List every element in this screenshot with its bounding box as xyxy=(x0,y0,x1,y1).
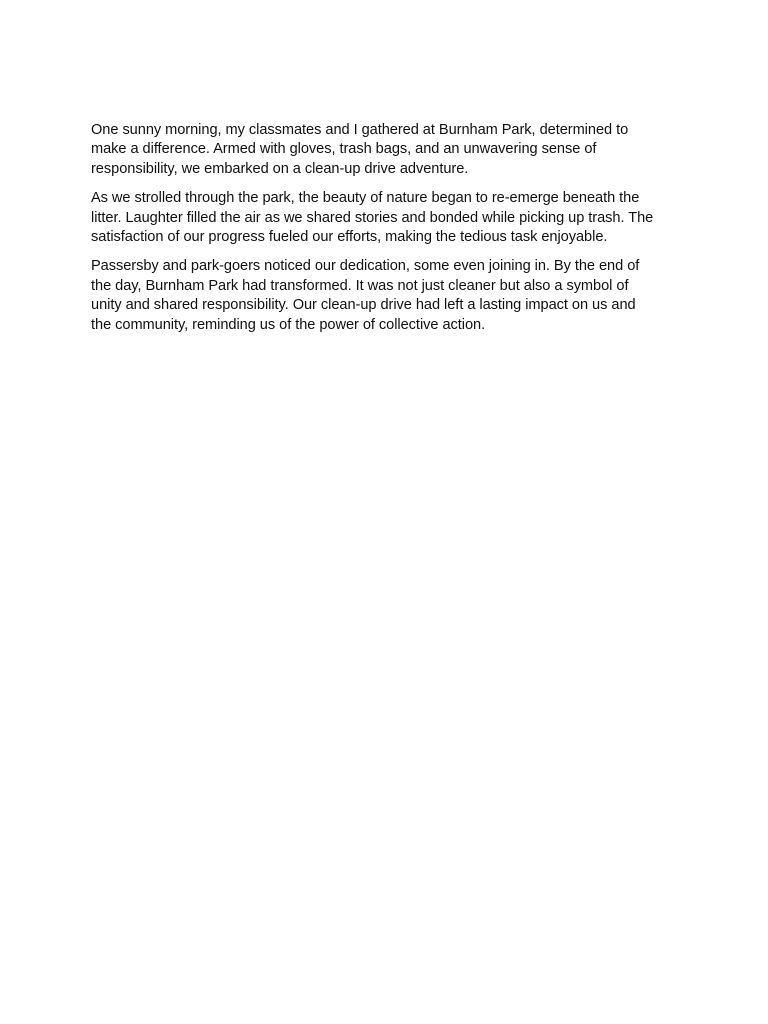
paragraph-line: As we strolled through the park, the beauty of nature began to re-emerge beneath the xyxy=(91,190,640,207)
paragraph-1 xyxy=(91,121,691,179)
paragraph-line: satisfaction of our progress fueled our efforts, making the tedious task enjoyable. xyxy=(91,229,608,246)
paragraph-3 xyxy=(91,257,691,335)
paragraph-line: responsibility, we embarked on a clean-up drive adventure. xyxy=(91,160,469,177)
paragraph-line: Passersby and park-goers noticed our dedication, some even joining in. By the end of xyxy=(91,258,640,275)
paragraph-line: the day, Burnham Park had transformed. It was not just cleaner but also a symbol of xyxy=(91,277,629,294)
paragraph-line: make a difference. Armed with gloves, trash bags, and an unwavering sense of xyxy=(91,141,597,158)
paragraph-2 xyxy=(91,189,691,247)
paragraph-line: litter. Laughter filled the air as we shared stories and bonded while picking up trash. The xyxy=(91,209,654,226)
paragraph-line: One sunny morning, my classmates and I gathered at Burnham Park, determined to xyxy=(91,122,629,138)
document-body xyxy=(91,121,691,345)
paragraph-line: the community, reminding us of the power of collective action. xyxy=(91,316,486,333)
paragraph-line: unity and shared responsibility. Our clean-up drive had left a lasting impact on us and xyxy=(91,297,636,314)
